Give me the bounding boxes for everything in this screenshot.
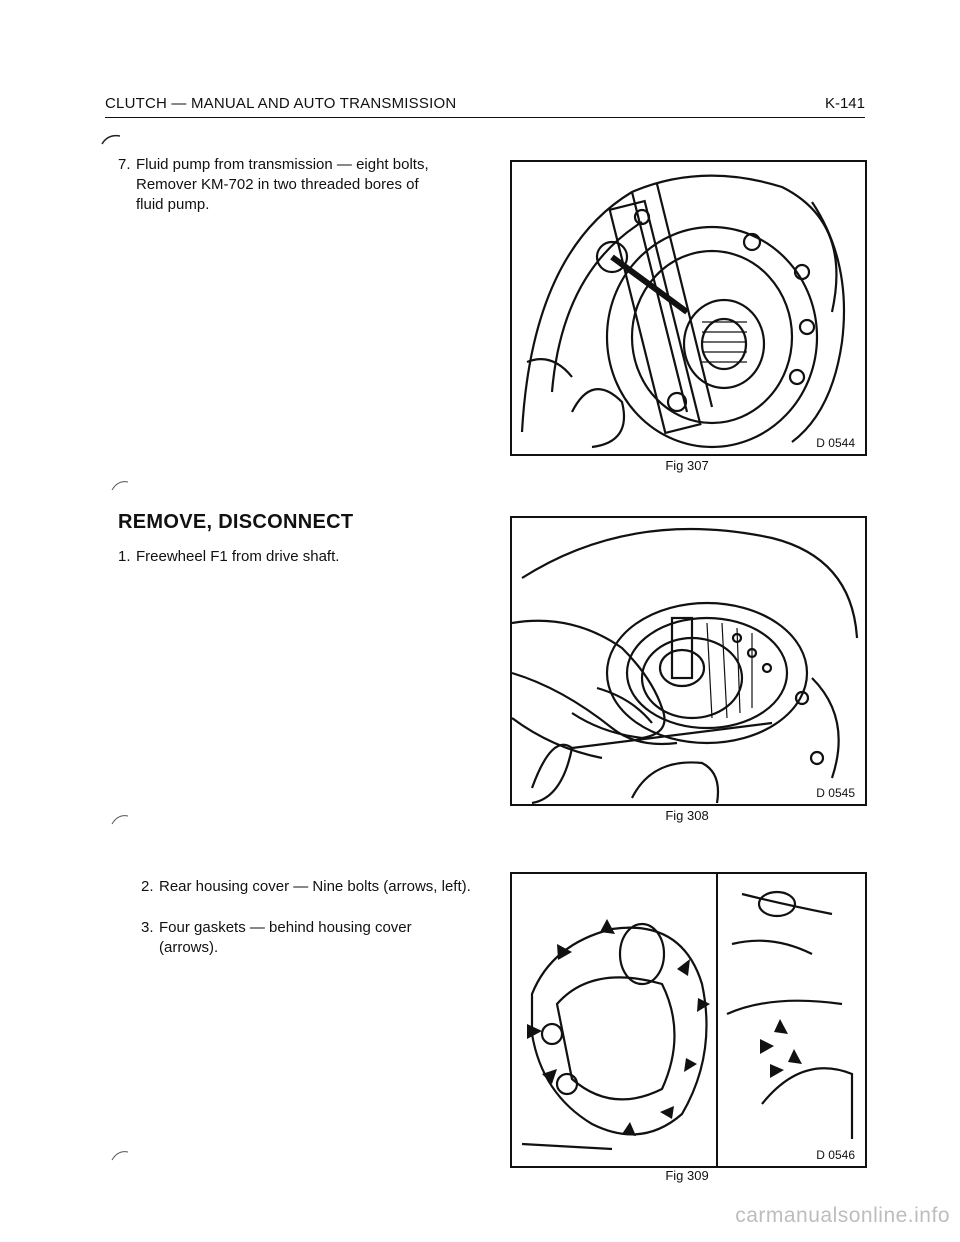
margin-mark <box>110 478 132 492</box>
figure-caption: Fig 308 <box>665 808 709 823</box>
item-text: Freewheel F1 from drive shaft. <box>136 548 340 565</box>
item-number: 3. <box>141 919 154 936</box>
page-header <box>105 95 865 118</box>
figure-307 <box>510 160 867 456</box>
margin-mark <box>110 812 132 826</box>
section-heading: REMOVE, DISCONNECT <box>118 511 354 533</box>
step-fluid-pump <box>118 155 448 215</box>
figure-308 <box>510 516 867 806</box>
figure-309 <box>510 872 867 1168</box>
list-item <box>118 547 448 567</box>
fluid-pump-illustration <box>512 162 865 454</box>
item-text: Four gaskets — behind housing cover (arrows). <box>159 919 412 956</box>
list-item <box>141 918 471 958</box>
figure-caption: Fig 307 <box>665 458 709 473</box>
margin-mark <box>100 132 122 146</box>
step-number: 7. <box>118 156 131 173</box>
figure-code: D 0545 <box>816 786 855 800</box>
list-item <box>141 877 471 897</box>
item-number: 2. <box>141 878 154 895</box>
header-title: CLUTCH — MANUAL AND AUTO TRANSMISSION <box>105 95 457 112</box>
figure-caption: Fig 309 <box>665 1168 709 1183</box>
watermark: carmanualsonline.info <box>735 1204 950 1227</box>
figure-code: D 0546 <box>816 1148 855 1162</box>
step-text: Fluid pump from transmission — eight bolts, Remover KM-702 in two threaded bores of fluid pump. <box>136 156 429 213</box>
page-number: K-141 <box>824 95 865 112</box>
item-number: 1. <box>118 548 131 565</box>
margin-mark <box>110 1148 132 1162</box>
item-text: Rear housing cover — Nine bolts (arrows, left). <box>159 878 471 895</box>
rear-housing-cover-illustration <box>512 874 865 1166</box>
figure-code: D 0544 <box>816 436 855 450</box>
freewheel-illustration <box>512 518 865 804</box>
